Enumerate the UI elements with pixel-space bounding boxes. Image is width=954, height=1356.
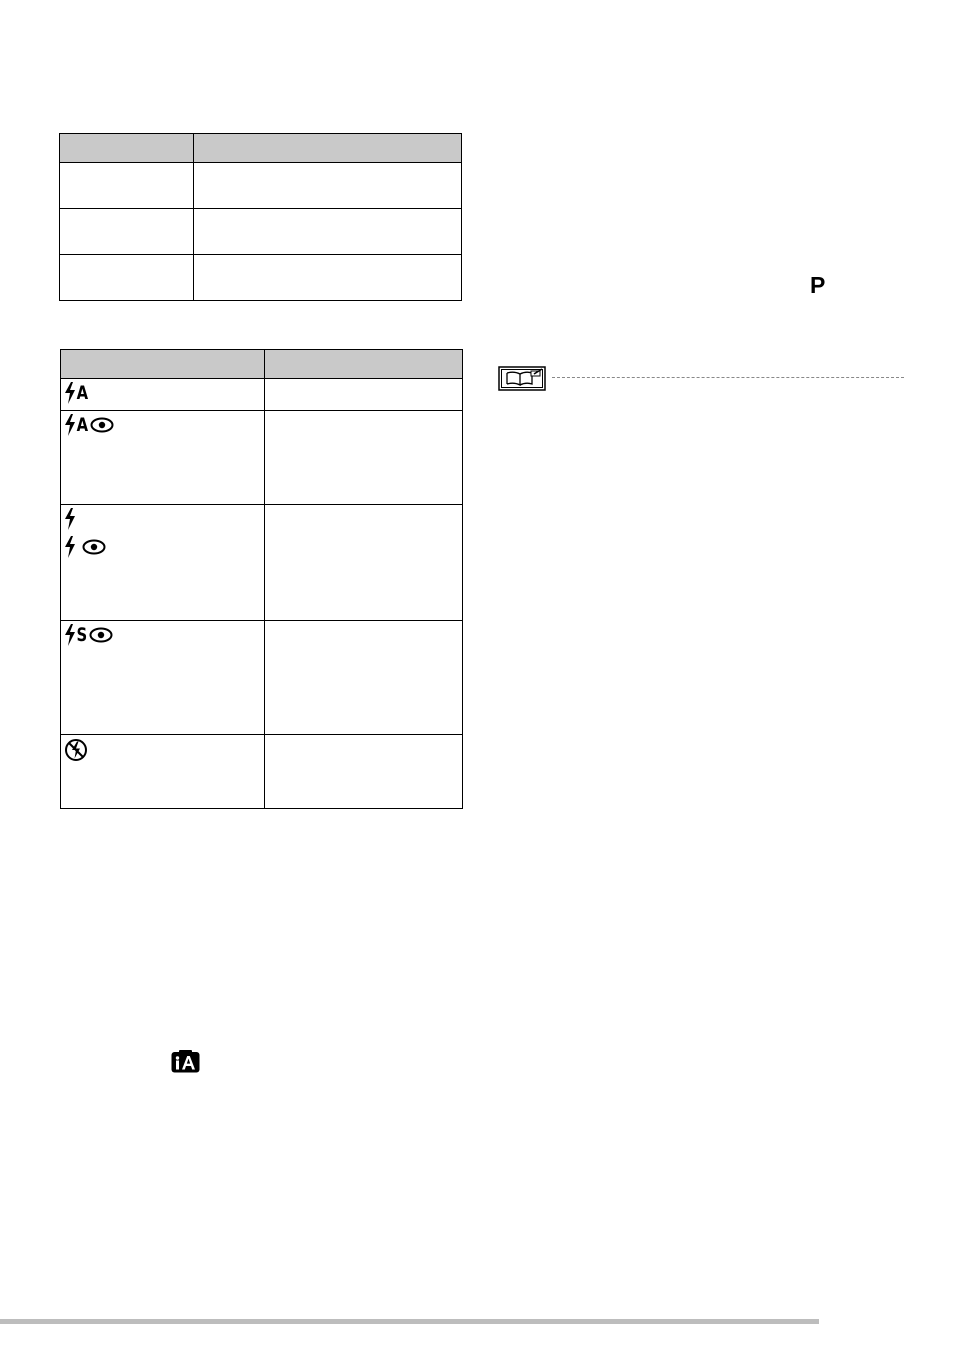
table-cell: [265, 621, 463, 735]
flash-mode-letter: A: [76, 414, 89, 436]
table-row: [61, 735, 463, 809]
table-cell: [60, 209, 194, 255]
table-cell: [265, 735, 463, 809]
program-mode-icon: P: [810, 272, 826, 298]
table-row: [61, 379, 463, 411]
table-header-cell: [61, 350, 265, 379]
flash-icon: [64, 382, 76, 404]
flash-icon: [64, 536, 76, 558]
table-row: [61, 411, 463, 505]
table-cell: [60, 163, 194, 209]
table-header-row: [61, 350, 463, 379]
page-footer-rule: [0, 1319, 819, 1324]
table-header-row: [60, 134, 462, 163]
red-eye-icon: [89, 627, 113, 643]
table-row: [61, 621, 463, 735]
table-header-cell: [265, 350, 463, 379]
table-header-cell: [194, 134, 462, 163]
table-cell: [265, 505, 463, 621]
flash-off-icon: [64, 738, 264, 762]
note-book-icon: [498, 366, 546, 396]
table-cell: [60, 255, 194, 301]
flash-icon: [64, 414, 76, 436]
table-header-cell: [60, 134, 194, 163]
table-cell: [265, 379, 463, 411]
table-row: [60, 209, 462, 255]
flash-mode-cell: [61, 505, 265, 621]
table-row: [60, 163, 462, 209]
flash-mode-cell: [61, 411, 265, 505]
flash-mode-letter: S: [76, 624, 88, 646]
table-row: [60, 255, 462, 301]
flash-mode-letter: A: [76, 382, 89, 404]
settings-table: [59, 133, 462, 301]
table-cell: [194, 255, 462, 301]
flash-icon: [64, 508, 264, 530]
table-row: [61, 505, 463, 621]
intelligent-auto-icon: [171, 1050, 200, 1078]
table-cell: [194, 163, 462, 209]
flash-mode-cell: [61, 379, 265, 411]
table-cell: [194, 209, 462, 255]
red-eye-icon: [82, 539, 106, 555]
flash-mode-cell: [61, 735, 265, 809]
section-divider: [552, 377, 904, 378]
table-cell: [265, 411, 463, 505]
flash-mode-cell: [61, 621, 265, 735]
flash-icon: [64, 624, 76, 646]
flash-mode-table: [60, 349, 463, 809]
red-eye-icon: [90, 417, 114, 433]
